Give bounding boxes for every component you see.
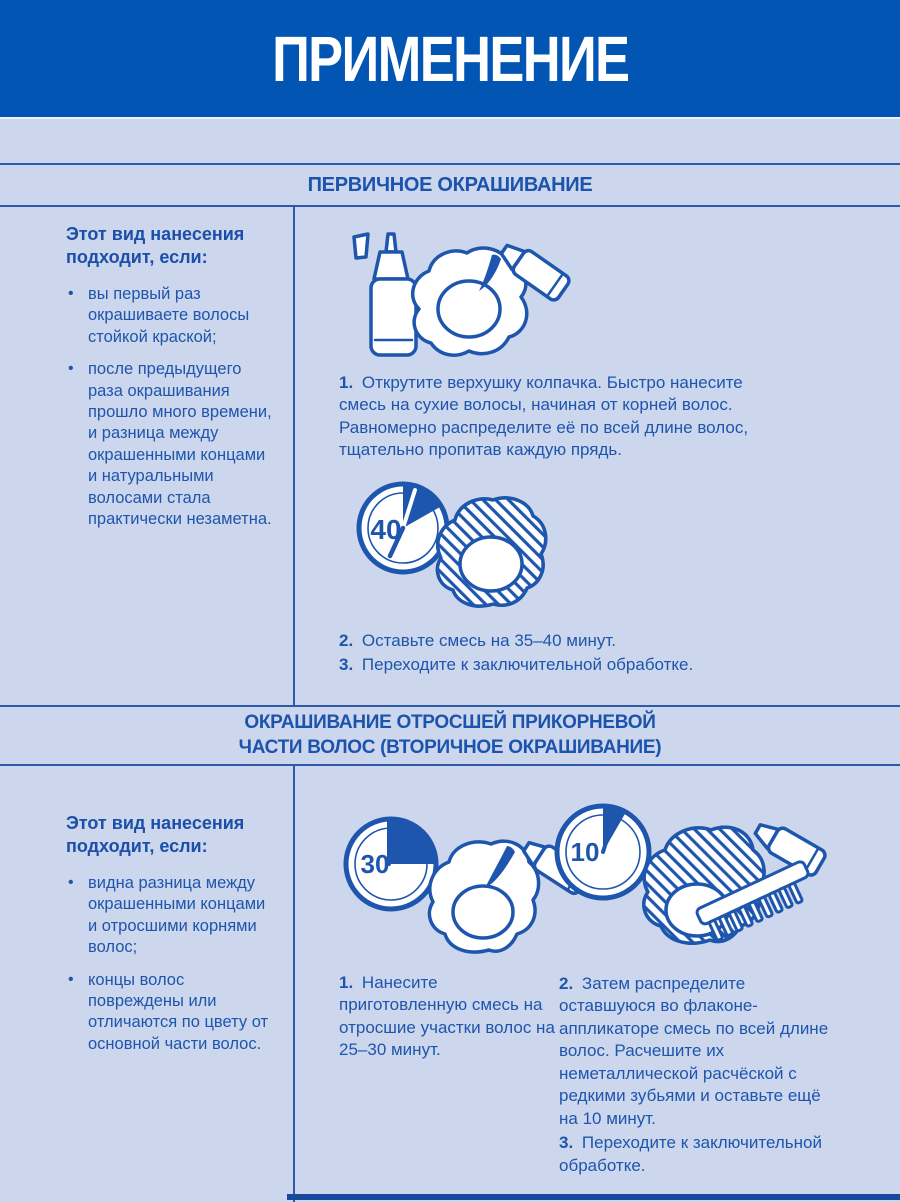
- primary-steps-panel: [295, 207, 900, 705]
- secondary-step-1: [339, 972, 559, 1062]
- step-text: Затем распределите оставшуюся во флаконе-аппликаторе смесь по всей длине волос. Расчешите их неметаллической расчёской с редкими зубьями и оставьте ещё на 10 минут.: [559, 974, 829, 1128]
- secondary-col-comb: [545, 766, 900, 1202]
- primary-step-1: [339, 372, 794, 462]
- list-item: • вы первый раз окрашиваете волосы стойкой краской;: [66, 284, 275, 348]
- step-text: Переходите к заключительной обработке.: [361, 655, 694, 675]
- list-item: • видна разница между окрашенными концами и отросшими корнями волос;: [66, 873, 275, 959]
- step-text: Нанесите приготовленную смесь на отросшие участки волос на 25–30 минут.: [339, 973, 555, 1060]
- secondary-conditions-panel: [0, 766, 295, 1202]
- secondary-step-3: [559, 1132, 831, 1177]
- section-secondary-title: [0, 707, 900, 764]
- list-item: • концы волос повреждены или отличаются по цвету от основной части волос.: [66, 970, 275, 1056]
- primary-step-3: [339, 654, 880, 676]
- conditions-heading: Этот вид нанесения подходит, если:: [66, 813, 245, 857]
- step-number: 3.: [339, 655, 354, 675]
- applicator-bottle-and-head-icon: [341, 227, 591, 362]
- timer-30-label: 30: [360, 849, 390, 879]
- step-text: Переходите к заключительной обработке.: [559, 1133, 822, 1175]
- bottom-accent-bar: [287, 1194, 900, 1200]
- timer-40-head-icon: [345, 470, 585, 620]
- primary-step-2: [339, 630, 880, 652]
- page-title: ПРИМЕНЕНИЕ: [271, 22, 629, 95]
- primary-conditions-panel: [0, 207, 295, 705]
- section-secondary-title-line2: ЧАСТИ ВОЛОС (ВТОРИЧНОЕ ОКРАШИВАНИЕ): [238, 736, 662, 758]
- step-number: 1.: [339, 973, 354, 992]
- secondary-steps-panel: [295, 766, 900, 1202]
- spacer: [0, 119, 900, 163]
- step-text: Открутите верхушку колпачка. Быстро нанесите смесь на сухие волосы, начиная от корней волос. Равномерно распределите её по всей длине волос, тщательно пропитав каждую прядь.: [339, 373, 749, 460]
- section-secondary: [0, 766, 900, 1202]
- conditions-list: [66, 284, 275, 531]
- section-primary-title-text: ПЕРВИЧНОЕ ОКРАШИВАНИЕ: [307, 173, 593, 196]
- step-number: 3.: [559, 1133, 574, 1153]
- timer-40-label: 40: [370, 513, 402, 545]
- list-item: • после предыдущего раза окрашивания прошло много времени, и разница между окрашенными концами и натуральными волосами стала практически незаметна.: [66, 359, 275, 531]
- conditions-heading: Этот вид нанесения подходит, если:: [66, 224, 245, 268]
- step-number: 2.: [559, 974, 574, 993]
- page-header: [0, 0, 900, 119]
- section-primary-title: [0, 165, 900, 205]
- section-primary: [0, 207, 900, 705]
- secondary-step-2: [559, 973, 831, 1130]
- timer-10-label: 10: [570, 837, 600, 867]
- primary-steps-2-3: [339, 630, 880, 677]
- conditions-list: [66, 873, 275, 1056]
- step-number: 1.: [339, 373, 354, 392]
- section-secondary-title-line1: ОКРАШИВАНИЕ ОТРОСШЕЙ ПРИКОРНЕВОЙ: [244, 711, 656, 733]
- secondary-steps-2-3: [545, 973, 892, 1177]
- secondary-col-apply: [295, 766, 555, 1202]
- timer-10-head-comb-icon: [545, 788, 845, 963]
- step-number: 2.: [339, 630, 354, 650]
- step-text: Оставьте смесь на 35–40 минут.: [361, 630, 617, 650]
